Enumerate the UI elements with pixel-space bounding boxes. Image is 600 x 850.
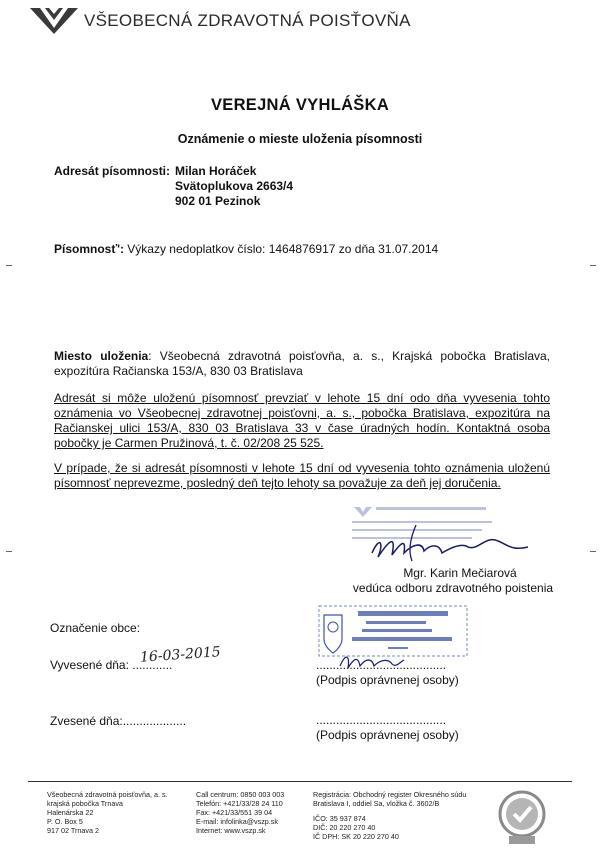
document-text: Výkazy nedoplatkov číslo: 1464876917 zo dňa 31.07.2014 xyxy=(127,242,439,256)
page-subtitle: Oznámenie o mieste uloženia písomnosti xyxy=(177,132,423,146)
footer-divider xyxy=(28,781,572,782)
addressee-name: Milan Horáček xyxy=(175,164,257,178)
document-line xyxy=(54,242,438,257)
municipality-label: Označenie obce: xyxy=(50,621,141,635)
footer-text: Call centrum: 0850 003 003 xyxy=(196,790,285,799)
footer-text: Bratislava I, oddiel Sa, vložka č. 3602/B xyxy=(313,799,440,808)
footer-text: Telefón: +421/33/28 24 110 xyxy=(196,799,283,808)
document-label: Písomnosť': xyxy=(54,242,124,256)
removed-date-label: Zvesené dňa:................... xyxy=(50,714,187,728)
fold-mark-right xyxy=(590,551,596,552)
footer-contacts xyxy=(196,790,284,835)
signature-caption-1: (Podpis oprávnenej osoby) xyxy=(316,673,459,687)
fold-mark-left xyxy=(6,551,12,552)
footer-text: Halenárska 22 xyxy=(47,808,94,817)
footer-text: E-mail: infolinka@vszp.sk xyxy=(196,817,278,826)
footer-registration xyxy=(313,790,466,841)
signature-dots-2: ....................................... xyxy=(316,713,447,727)
location-label: Miesto uloženia xyxy=(54,349,149,363)
footer-text: Všeobecná zdravotná poisťovňa, a. s. xyxy=(47,790,168,799)
fold-mark-right xyxy=(590,265,596,266)
footer-text: Fax: +421/33/551 39 04 xyxy=(196,808,273,817)
posted-date-label: Vyvesené dňa: ............ xyxy=(50,658,173,672)
pickup-paragraph: Adresát si môže uloženú písomnosť prevziať v lehote 15 dní odo dňa vyvesenia tohto oznámenia vo Všeobecnej zdravotnej poisťovni, a. s., pobočka Bratislava, expozitúra na Račianskej ulici 153/A, 830 03 Bratislava 33 v čase úradných hodín. Kontaktná osoba pobočky je Carmen Pružinová, t. č. 02/208 25 525. xyxy=(54,391,550,450)
signatory-role: vedúca odboru zdravotného poistenia xyxy=(352,581,554,595)
location-paragraph xyxy=(54,349,550,379)
posted-date-handwritten: 16-03-2015 xyxy=(139,644,222,666)
footer-address xyxy=(47,790,168,835)
footer-text: DIČ: 20 220 270 40 xyxy=(313,823,376,832)
org-name: VŠEOBECNÁ ZDRAVOTNÁ POISŤOVŇA xyxy=(84,11,411,30)
signature-dots-1: ....................................... xyxy=(316,658,447,672)
addressee-label: Adresát písomnosti: xyxy=(54,164,171,178)
footer-text: krajská pobočka Trnava xyxy=(47,799,123,808)
page-title: VEREJNÁ VYHLÁŠKA xyxy=(210,96,390,114)
signature-caption-2: (Podpis oprávnenej osoby) xyxy=(316,728,459,742)
addressee-street: Svätoplukova 2663/4 xyxy=(175,179,294,193)
signature-stamp-image xyxy=(332,495,542,575)
sgs-certification-icon xyxy=(492,788,552,846)
addressee-block xyxy=(175,164,293,209)
vszp-logo-icon xyxy=(28,6,80,36)
fold-mark-left xyxy=(6,265,12,266)
footer-text: P. O. Box 5 xyxy=(47,817,83,826)
addressee-city: 902 01 Pezinok xyxy=(175,194,261,208)
footer-text: Registrácia: Obchodný register Okresného súdu xyxy=(313,790,467,799)
footer-text: Internet: www.vszp.sk xyxy=(196,826,266,835)
footer-text: IČ DPH: SK 20 220 270 40 xyxy=(313,832,399,841)
location-text: : Všeobecná zdravotná poisťovňa, a. s., Krajská pobočka Bratislava, expozitúra Račianska 153/A, 830 03 Bratislava xyxy=(54,349,551,378)
handwritten-signature-image xyxy=(336,650,406,674)
delivery-paragraph: V prípade, že si adresát písomnosti v lehote 15 dní od vyvesenia tohto oznámenia uloženú písomnosť neprevezme, posledný deň tejto lehoty sa považuje za deň jej doručenia. xyxy=(54,461,550,490)
footer-text: 917 02 Trnava 2 xyxy=(47,826,99,835)
signatory-name: Mgr. Karin Mečiarová xyxy=(403,566,517,580)
footer-text: IČO: 35 937 874 xyxy=(313,814,366,823)
